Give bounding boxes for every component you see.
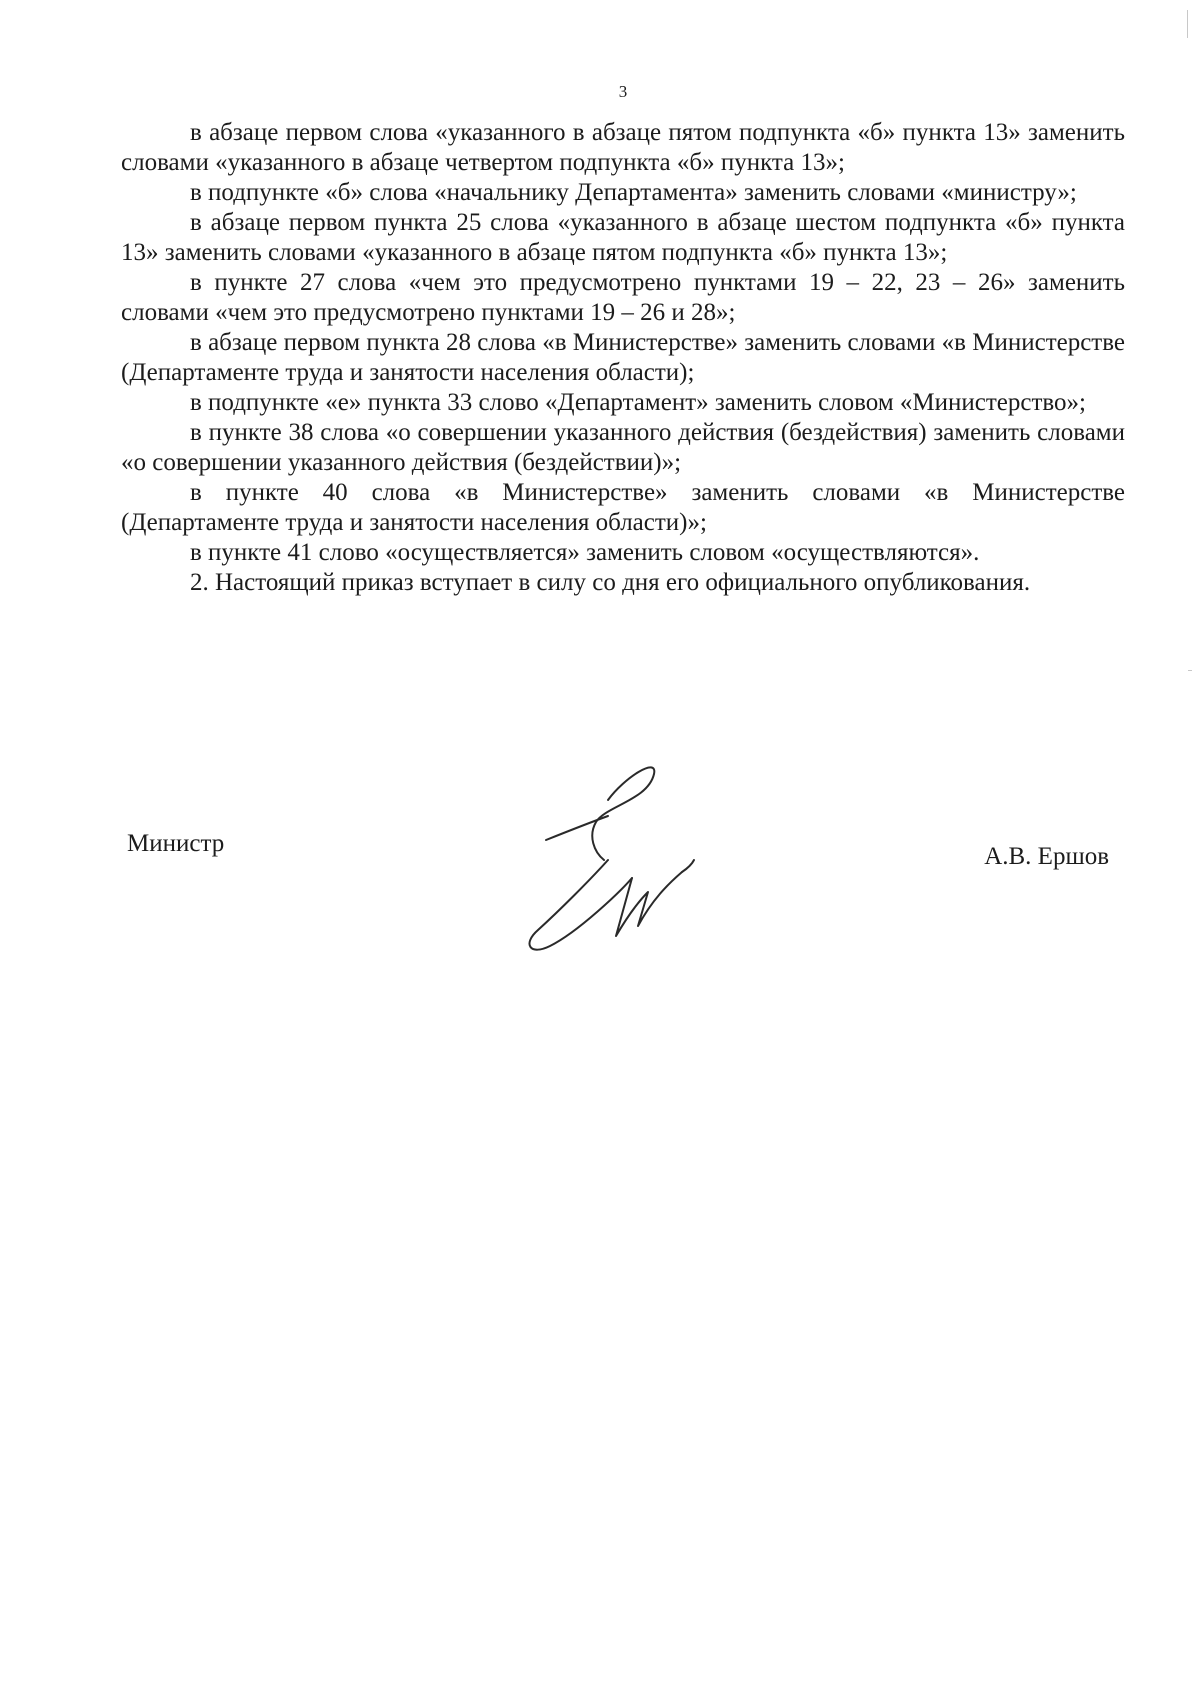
- handwritten-signature-icon: [520, 760, 720, 960]
- paragraph: в абзаце первом пункта 28 слова «в Министерстве» заменить словами «в Министерстве (Департаменте труда и занятости населения области);: [121, 329, 1125, 386]
- paragraph: в абзаце первом слова «указанного в абзаце пятом подпункта «б» пункта 13» заменить словами «указанного в абзаце четвертом подпункта «б» пункта 13»;: [121, 119, 1125, 176]
- scan-artifact: [1187, 10, 1188, 38]
- paragraph: в подпункте «е» пункта 33 слово «Департамент» заменить словом «Министерство»;: [190, 389, 1086, 416]
- paragraph: в пункте 27 слова «чем это предусмотрено пунктами 19 – 22, 23 – 26» заменить словами «чем это предусмотрено пунктами 19 – 26 и 28»;: [121, 269, 1125, 326]
- signatory-name: А.В. Ершов: [984, 843, 1109, 870]
- paragraph-effective-date: 2. Настоящий приказ вступает в силу со дня его официального опубликования.: [190, 569, 1031, 596]
- page-number: 3: [618, 82, 628, 101]
- paragraph: в абзаце первом пункта 25 слова «указанного в абзаце шестом подпункта «б» пункта 13» заменить словами «указанного в абзаце пятом подпункта «б» пункта 13»;: [121, 209, 1125, 266]
- paragraph: в пункте 38 слова «о совершении указанного действия (бездействия) заменить словами «о совершении указанного действия (бездействии)»;: [121, 419, 1125, 476]
- paragraph: в подпункте «б» слова «начальнику Департамента» заменить словами «министру»;: [190, 179, 1077, 206]
- document-body: [121, 118, 1125, 598]
- scan-artifact: [1188, 670, 1192, 671]
- signatory-title: Министр: [127, 830, 225, 857]
- paragraph: в пункте 40 слова «в Министерстве» заменить словами «в Министерстве (Департаменте труда и занятости населения области)»;: [121, 479, 1125, 536]
- paragraph: в пункте 41 слово «осуществляется» заменить словом «осуществляются».: [190, 539, 980, 566]
